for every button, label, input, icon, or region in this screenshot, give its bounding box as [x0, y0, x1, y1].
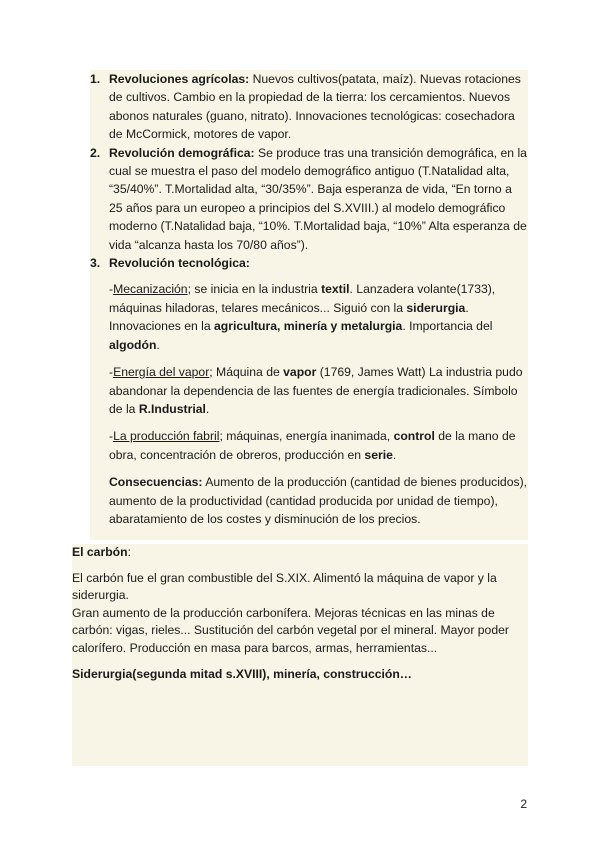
consequences-paragraph — [109, 473, 528, 528]
bold-term: serie — [364, 447, 393, 462]
bold-term: control — [393, 429, 435, 444]
siderurgy-line — [72, 666, 528, 684]
carbon-section — [72, 544, 528, 766]
factory-paragraph — [109, 427, 528, 464]
text: . Lanzadera volante(1733), máquinas hiladoras, telares mecánicos... Siguió con la — [109, 282, 496, 315]
revolutions-list — [90, 70, 528, 272]
text: . — [205, 401, 210, 416]
text: . — [392, 447, 397, 462]
consequences-title: Consecuencias: — [109, 475, 203, 490]
text: ; se inicia en la industria — [187, 282, 322, 297]
list-item-title: Revoluciones agrícolas: — [109, 72, 250, 86]
text: . — [156, 337, 160, 352]
carbon-paragraph-1: El carbón fue el gran combustible del S.XIX. Alimentó la máquina de vapor y la siderurgia. — [72, 570, 497, 603]
mechanization-paragraph — [109, 280, 528, 354]
text: ; Máquina de — [209, 365, 284, 380]
bold-term: agricultura, minería y metalurgia — [214, 319, 403, 334]
siderurgy-title: Siderurgia(segunda mitad s.XVIII), minería, construcción… — [72, 666, 412, 681]
bold-term: textil — [321, 282, 350, 297]
revolutions-list-section — [90, 70, 528, 540]
list-item-text: Se produce tras una transición demográfica, en la cual se muestra el paso del modelo demográfico antiguo (T.Natalidad alta, “35/40%”. T.Mortalidad alta, “30/35%”. Baja esperanza de vida, “En torno a 25 años para un europeo a principios del S.XVIII.) al modelo demográfico moderno (T.Natalidad baja, “10%. T.Mortalidad baja, “10%” Alta esperanza de vida “alcanza hasta los 70/80 años”). — [109, 145, 527, 252]
list-item-title: Revolución tecnológica: — [109, 256, 250, 271]
text: . Importancia del — [402, 319, 493, 334]
dash: - — [109, 365, 114, 380]
colon: : — [127, 545, 131, 559]
text: . Innovaciones en la — [109, 300, 469, 334]
list-item-title: Revolución demográfica: — [109, 145, 255, 160]
list-number: 2. — [90, 145, 101, 160]
carbon-heading — [72, 544, 528, 562]
text: Aumento de la producción (cantidad de bienes producidos), aumento de la productividad (cantidad producida por unidad de tiempo), abaratamiento de los costes y disminución de los precios. — [109, 475, 528, 526]
carbon-paragraph-2: Gran aumento de la producción carbonífera. Mejoras técnicas en las minas de carbón: vigas, rieles... Sustitución del carbón vegetal por el mineral. Mayor poder calorífero. Producción en masa para barcos, armas, herramientas... — [72, 605, 509, 655]
page-number: 2 — [520, 797, 527, 811]
bold-term: vapor — [283, 365, 317, 380]
technology-details — [90, 280, 528, 528]
text: ; máquinas, energía inanimada, — [219, 429, 394, 444]
carbon-title: El carbón — [72, 545, 128, 559]
list-number: 3. — [90, 256, 101, 271]
list-item-technological — [90, 254, 528, 272]
bold-term: siderurgia — [406, 300, 466, 315]
text: de la mano de obra, concentración de obreros, producción en — [109, 429, 516, 462]
mechanization-label: Mecanización — [113, 282, 188, 297]
factory-label: La producción fabril — [113, 429, 220, 444]
dash: - — [109, 282, 114, 297]
steam-paragraph — [109, 363, 528, 418]
dash: - — [109, 429, 114, 444]
steam-label: Energía del vapor — [113, 365, 210, 380]
list-number: 1. — [90, 72, 101, 86]
list-item-agricultural — [90, 70, 528, 144]
list-item-text: Nuevos cultivos(patata, maíz). Nuevas rotaciones de cultivos. Cambio en la propiedad de la tierra: los cercamientos. Nuevos abonos naturales (guano, nitrato). Innovaciones tecnológicas: cosechadora de McCormick, motores de vapor. — [109, 72, 521, 142]
text: (1769, James Watt) La industria pudo abandonar la dependencia de las fuentes de energía tradicionales. Símbolo de la — [109, 365, 523, 416]
bold-term: R.Industrial — [138, 401, 206, 416]
bold-term: algodón — [109, 337, 157, 352]
list-item-demographic — [90, 144, 528, 254]
